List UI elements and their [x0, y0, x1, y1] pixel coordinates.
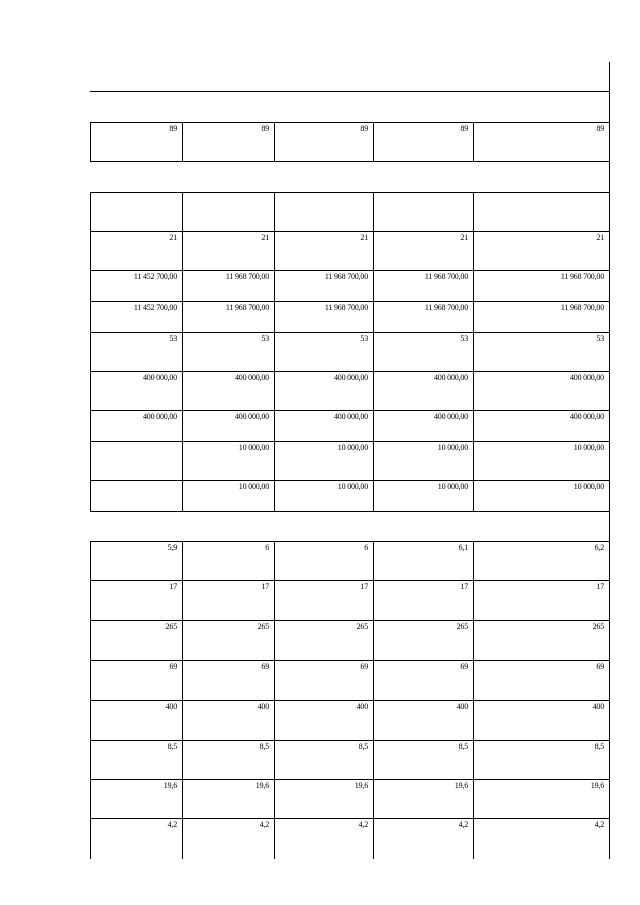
- table-cell: 11 968 700,00: [424, 303, 468, 312]
- table-cell: 400 000,00: [433, 373, 468, 382]
- table-cell: 21: [596, 233, 604, 242]
- table-cell: 11 968 700,00: [424, 272, 468, 281]
- table-cell: 400 000,00: [569, 412, 604, 421]
- table-cell: 400: [356, 702, 368, 711]
- table-cell: 17: [360, 582, 368, 591]
- table-cell: 10 000,00: [437, 482, 468, 491]
- table-row-top-border: [90, 410, 609, 411]
- table-cell: 10 000,00: [573, 482, 604, 491]
- table-cell: 400 000,00: [142, 373, 177, 382]
- table-cell: 400: [165, 702, 177, 711]
- table-cell: 400 000,00: [433, 412, 468, 421]
- table-cell: 89: [169, 124, 177, 133]
- table-cell: 400 000,00: [333, 373, 368, 382]
- table-cell: 4,2: [458, 820, 468, 829]
- table-cell: 89: [596, 124, 604, 133]
- table-cell: 17: [460, 582, 468, 591]
- table-row-top-border: [90, 580, 609, 581]
- table-cell: 6: [265, 543, 269, 552]
- table-row-top-border: [90, 122, 609, 123]
- table-cell: 8,5: [358, 742, 368, 751]
- table-row-top-border: [90, 541, 609, 542]
- table-cell: 4,2: [259, 820, 269, 829]
- table-cell: 8,5: [167, 742, 177, 751]
- table-cell: 69: [261, 662, 269, 671]
- table-cell: 10 000,00: [337, 482, 368, 491]
- table-row-top-border: [90, 818, 609, 819]
- table-row-top-border: [90, 301, 609, 302]
- table-cell: 4,2: [167, 820, 177, 829]
- table-cell: 69: [169, 662, 177, 671]
- table-cell: 19,6: [255, 781, 269, 790]
- table-cell: 400: [592, 702, 604, 711]
- table-cell: 265: [165, 622, 177, 631]
- table-cell: 53: [169, 334, 177, 343]
- table-column-border: [182, 192, 183, 231]
- table-column-border: [373, 192, 374, 231]
- table-cell: 4,2: [358, 820, 368, 829]
- table-cell: 400: [257, 702, 269, 711]
- table-cell: 8,5: [594, 742, 604, 751]
- table-column-border: [473, 192, 474, 231]
- table-cell: 6,2: [594, 543, 604, 552]
- table-cell: 400 000,00: [569, 373, 604, 382]
- table-row-top-border: [90, 371, 609, 372]
- table-cell: 8,5: [259, 742, 269, 751]
- table-cell: 89: [261, 124, 269, 133]
- table-cell: 400 000,00: [142, 412, 177, 421]
- table-cell: 400 000,00: [234, 412, 269, 421]
- table-cell: 6: [364, 543, 368, 552]
- table-cell: 400: [456, 702, 468, 711]
- table-cell: 11 968 700,00: [324, 303, 368, 312]
- table-cell: 53: [261, 334, 269, 343]
- table-row-bottom-border: [90, 161, 609, 162]
- table-row-top-border: [90, 620, 609, 621]
- table-row-top-border: [90, 270, 609, 271]
- table-cell: 6,1: [458, 543, 468, 552]
- table-column-border: [274, 192, 275, 231]
- table-cell: 69: [360, 662, 368, 671]
- table-row-top-border: [90, 332, 609, 333]
- table-row-bottom-border: [90, 511, 609, 512]
- table-cell: 265: [592, 622, 604, 631]
- table-cell: 11 968 700,00: [324, 272, 368, 281]
- header-rule: [90, 91, 609, 92]
- table-column-border: [90, 192, 91, 231]
- page-right-border: [609, 62, 610, 859]
- table-cell: 11 968 700,00: [225, 272, 269, 281]
- table-cell: 53: [360, 334, 368, 343]
- table-cell: 11 452 700,00: [133, 272, 177, 281]
- table-column-border: [90, 480, 91, 511]
- table-cell: 400 000,00: [234, 373, 269, 382]
- table-cell: 21: [360, 233, 368, 242]
- table-cell: 5,9: [167, 543, 177, 552]
- table-cell: 69: [460, 662, 468, 671]
- table-cell: 69: [596, 662, 604, 671]
- table-row-top-border: [90, 231, 609, 232]
- table-column-border: [90, 441, 91, 480]
- table-row-top-border: [90, 660, 609, 661]
- table-cell: 11 968 700,00: [225, 303, 269, 312]
- table-cell: 10 000,00: [437, 443, 468, 452]
- table-cell: 89: [360, 124, 368, 133]
- table-cell: 21: [460, 233, 468, 242]
- table-cell: 400 000,00: [333, 412, 368, 421]
- table-cell: 17: [169, 582, 177, 591]
- table-row-top-border: [90, 441, 609, 442]
- table-cell: 11 968 700,00: [560, 272, 604, 281]
- table-cell: 11 968 700,00: [560, 303, 604, 312]
- table-cell: 10 000,00: [337, 443, 368, 452]
- table-cell: 8,5: [458, 742, 468, 751]
- table-cell: 21: [261, 233, 269, 242]
- table-cell: 17: [596, 582, 604, 591]
- table-row-top-border: [90, 779, 609, 780]
- table-cell: 19,6: [590, 781, 604, 790]
- table-cell: 265: [456, 622, 468, 631]
- table-cell: 89: [460, 124, 468, 133]
- table-cell: 10 000,00: [238, 443, 269, 452]
- table-cell: 19,6: [163, 781, 177, 790]
- table-cell: 265: [257, 622, 269, 631]
- table-cell: 10 000,00: [238, 482, 269, 491]
- table-cell: 265: [356, 622, 368, 631]
- table-cell: 17: [261, 582, 269, 591]
- table-row-top-border: [90, 700, 609, 701]
- table-cell: 53: [596, 334, 604, 343]
- table-row-top-border: [90, 740, 609, 741]
- table-cell: 10 000,00: [573, 443, 604, 452]
- table-cell: 21: [169, 233, 177, 242]
- table-cell: 11 452 700,00: [133, 303, 177, 312]
- table-cell: 4,2: [594, 820, 604, 829]
- table-cell: 19,6: [454, 781, 468, 790]
- table-cell: 53: [460, 334, 468, 343]
- table-row-top-border: [90, 192, 609, 193]
- table-row-top-border: [90, 480, 609, 481]
- table-cell: 19,6: [354, 781, 368, 790]
